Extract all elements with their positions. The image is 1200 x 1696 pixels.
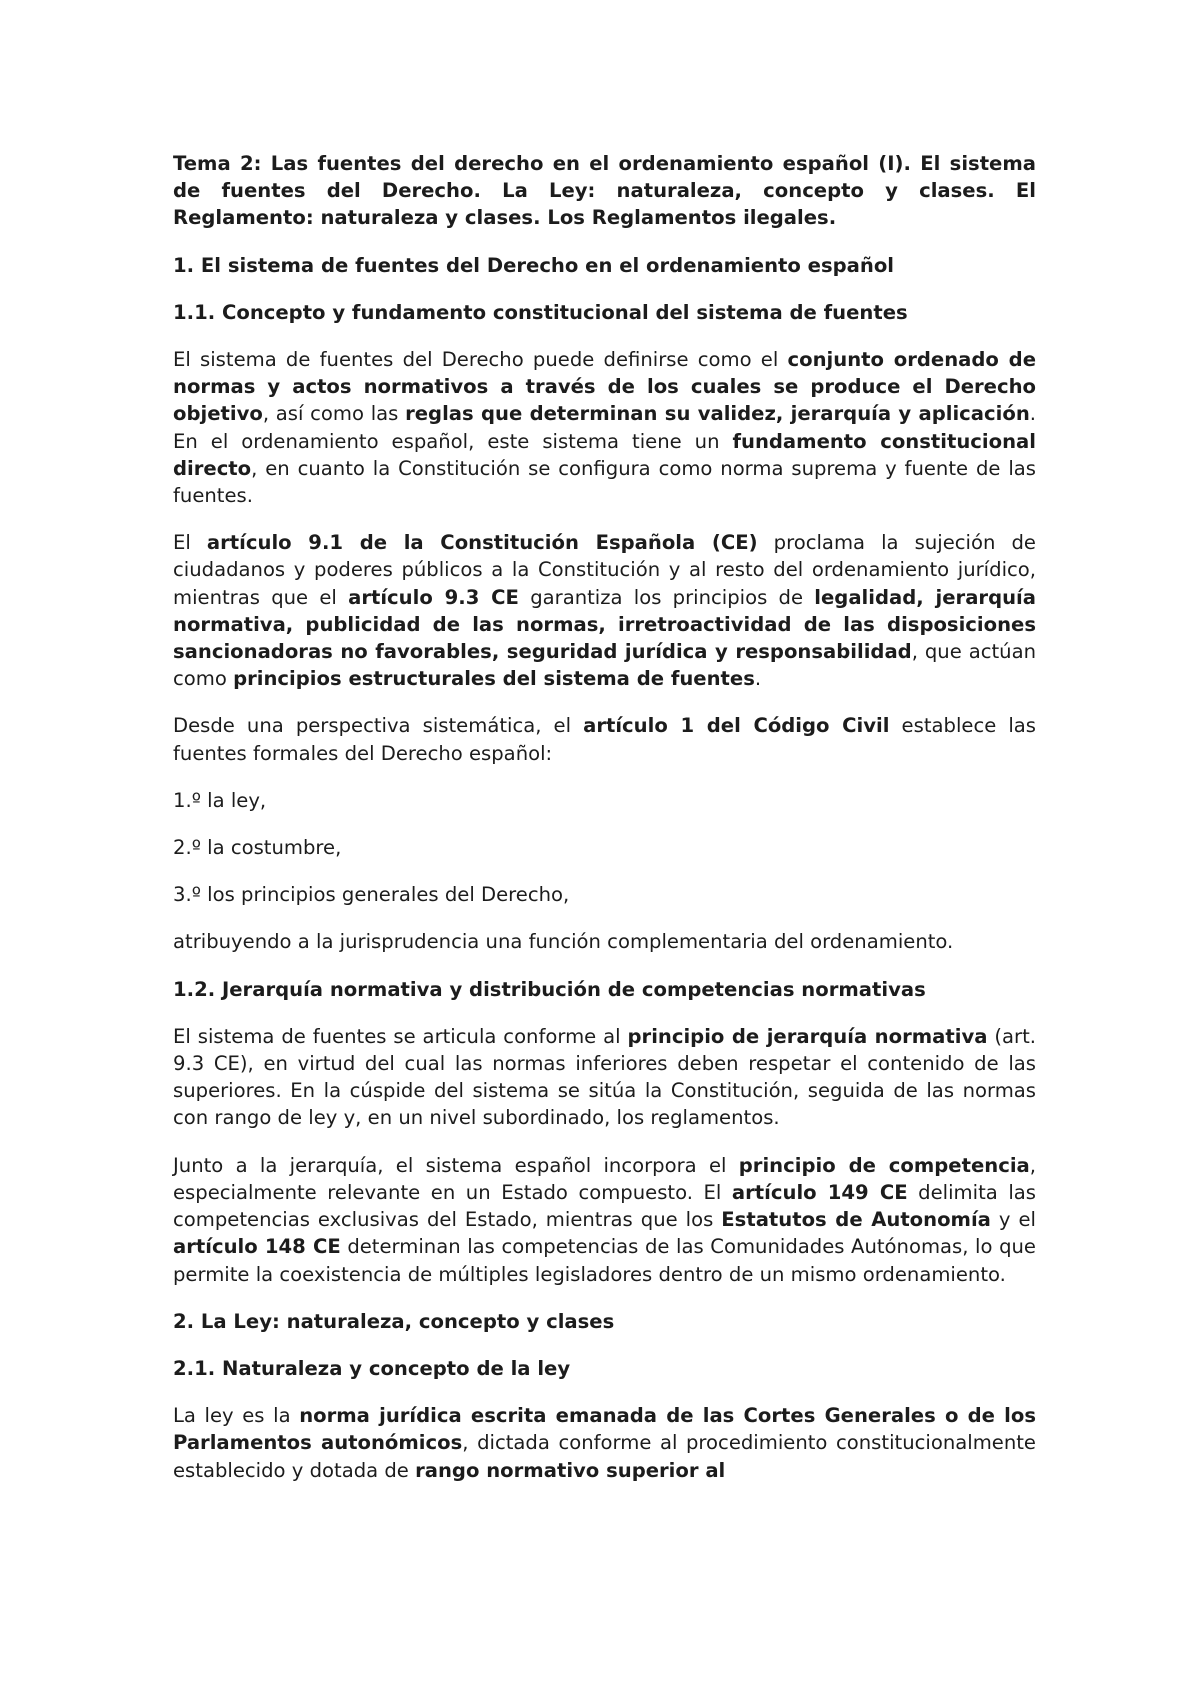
bold-run: reglas que determinan su validez, jerarquía y aplicación — [405, 402, 1030, 426]
bold-run: artículo 9.3 CE — [348, 585, 519, 609]
text-run: . En el ordenamiento español, este sistema tiene un — [173, 402, 1036, 453]
section-2-heading: 2. La Ley: naturaleza, concepto y clases — [173, 1309, 615, 1333]
text-run: , así como las — [262, 402, 406, 426]
section-1-1-paragraph-3 — [173, 712, 1036, 766]
text-run: establece las fuentes formales del Derecho español: — [173, 714, 1036, 765]
list-item: 1.º la ley, — [173, 788, 267, 812]
text-run: (art. 9.3 CE), en virtud del cual las normas inferiores deben respetar el contenido de las superiores. En la cúspide del sistema se sitúa la Constitución, seguida de las normas con rango de ley y, en un nivel subordinado, los reglamentos. — [173, 1024, 1036, 1130]
bold-run: Estatutos de Autonomía — [721, 1208, 991, 1232]
section-1-1-paragraph-2 — [173, 529, 1036, 692]
bold-run: legalidad, jerarquía normativa, publicidad de las normas, irretroactividad de las disposiciones sancionadoras no favorables, seguridad jurídica y responsabilidad — [173, 585, 1036, 664]
section-1-2-paragraph-2 — [173, 1152, 1036, 1288]
text-run: , especialmente relevante en un Estado compuesto. El — [173, 1153, 1036, 1204]
text-run: El sistema de fuentes del Derecho puede definirse como el — [173, 348, 788, 372]
bold-run: conjunto ordenado de normas y actos normativos a través de los cuales se produce el Derecho objetivo — [173, 348, 1036, 426]
text-run: , dictada conforme al procedimiento constitucionalmente establecido y dotada de — [173, 1431, 1036, 1482]
bold-run: norma jurídica escrita emanada de las Cortes Generales o de los Parlamentos autonómicos — [173, 1404, 1036, 1455]
section-1-2-paragraph-1 — [173, 1023, 1036, 1132]
bold-run: artículo 9.1 de la Constitución Española (CE) — [206, 531, 758, 555]
text-run: y el — [990, 1208, 1036, 1232]
text-run: garantiza los principios de — [518, 585, 815, 609]
section-1-heading: 1. El sistema de fuentes del Derecho en el ordenamiento español — [173, 253, 895, 277]
list-item: 3.º los principios generales del Derecho, — [173, 883, 570, 907]
text-run: , en cuanto la Constitución se configura como norma suprema y fuente de las fuentes. — [173, 456, 1036, 508]
section-1-1-paragraph-4: atribuyendo a la jurisprudencia una función complementaria del ordenamiento. — [173, 930, 954, 954]
document-title: Tema 2: Las fuentes del derecho en el ordenamiento español (I). El sistema de fuentes del Derecho. La Ley: naturaleza, concepto y clases. El Reglamento: naturaleza y clases. Los Reglamentos ilegales. — [173, 152, 1036, 230]
text-run: Junto a la jerarquía, el sistema español incorpora el — [173, 1153, 739, 1177]
text-run: delimita las competencias exclusivas del Estado, mientras que los — [173, 1180, 1036, 1232]
text-run: El — [173, 531, 207, 555]
section-2-1-heading: 2.1. Naturaleza y concepto de la ley — [173, 1356, 571, 1380]
section-2-1-paragraph-1 — [173, 1402, 1036, 1484]
text-run: Desde una perspectiva sistemática, el — [173, 714, 584, 738]
bold-run: artículo 149 CE — [731, 1180, 908, 1204]
bold-run: rango normativo superior al — [415, 1458, 726, 1482]
document-page — [173, 150, 1036, 1484]
bold-run: artículo 148 CE — [173, 1235, 341, 1259]
bold-run: principios estructurales del sistema de fuentes — [233, 667, 755, 691]
bold-run: principio de jerarquía normativa — [627, 1024, 988, 1048]
bold-run: fundamento constitucional directo — [173, 429, 1036, 480]
text-run: . — [754, 667, 762, 691]
section-1-2-heading: 1.2. Jerarquía normativa y distribución de competencias normativas — [173, 977, 926, 1001]
list-item: 2.º la costumbre, — [173, 836, 342, 860]
text-run: proclama la sujeción de ciudadanos y poderes públicos a la Constitución y al resto del ordenamiento jurídico, mientras que el — [173, 531, 1036, 609]
text-run: El sistema de fuentes se articula conforme al — [173, 1024, 628, 1048]
section-1-1-paragraph-1 — [173, 346, 1036, 509]
section-1-1-heading: 1.1. Concepto y fundamento constitucional del sistema de fuentes — [173, 300, 908, 324]
text-run: determinan las competencias de las Comunidades Autónomas, lo que permite la coexistencia de múltiples legisladores dentro de un mismo ordenamiento. — [173, 1235, 1036, 1286]
text-run: La ley es la — [173, 1404, 300, 1428]
text-run: , que actúan como — [173, 640, 1036, 691]
bold-run: principio de competencia — [738, 1153, 1030, 1177]
bold-run: artículo 1 del Código Civil — [583, 714, 890, 738]
